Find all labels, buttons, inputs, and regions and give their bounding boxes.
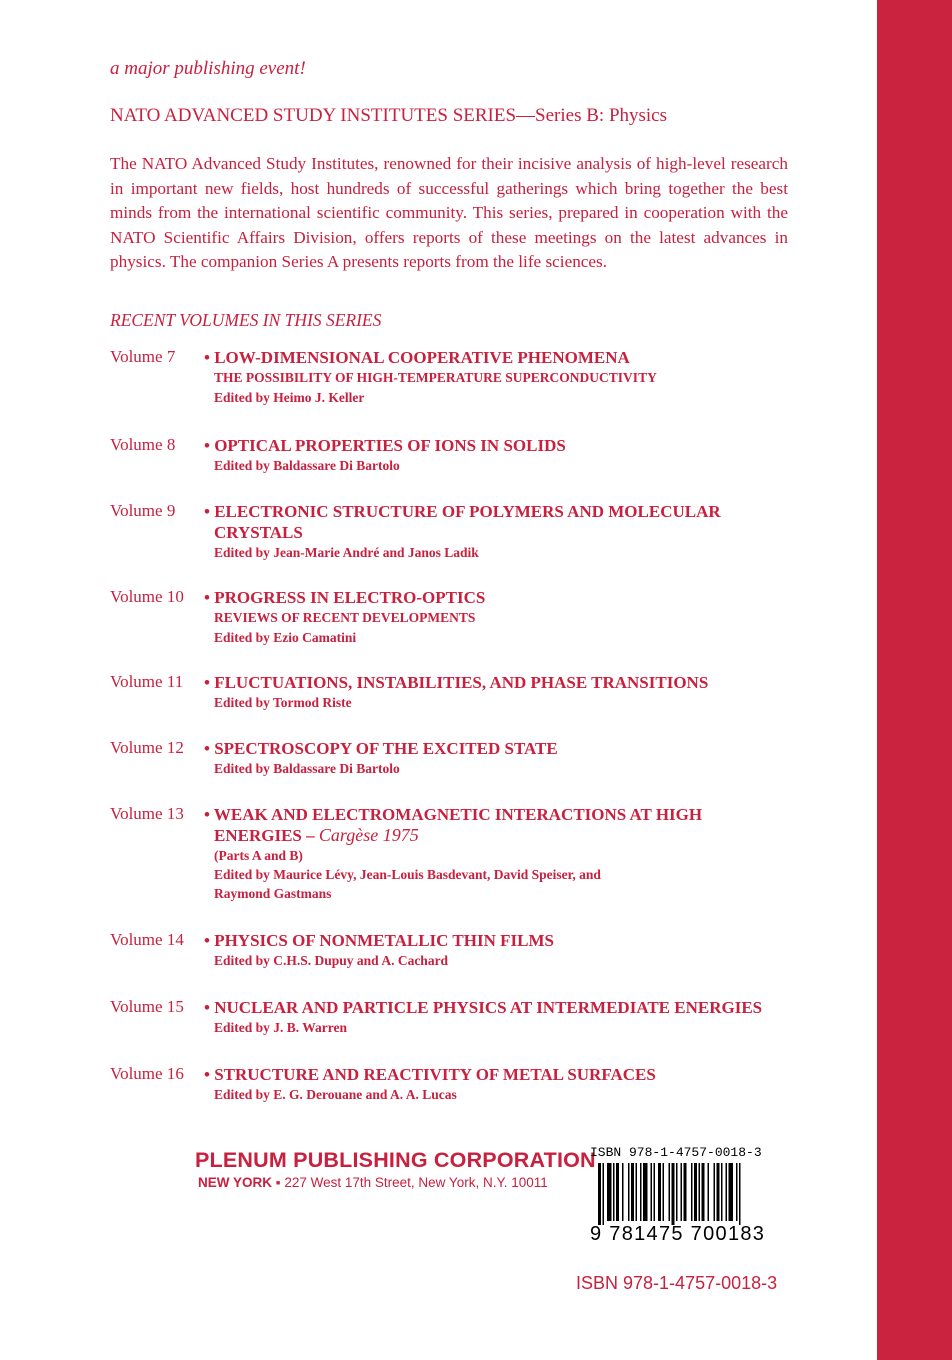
barcode-bar xyxy=(717,1163,720,1221)
barcode-bar xyxy=(636,1163,638,1221)
volume-subtitle: (Parts A and B) xyxy=(214,848,303,863)
barcode-bar xyxy=(643,1163,648,1221)
barcode-bar xyxy=(672,1163,675,1225)
isbn-label: ISBN 978-1-4757-0018-3 xyxy=(576,1273,778,1293)
volume-editors: Edited by J. B. Warren xyxy=(214,1020,348,1035)
barcode-bar xyxy=(694,1163,697,1221)
volume-title: ELECTRONIC STRUCTURE OF POLYMERS AND MOLECULAR CRYSTALS xyxy=(214,502,721,542)
barcode-bar xyxy=(598,1163,601,1225)
bullet-icon: • xyxy=(204,805,210,824)
series-title: NATO ADVANCED STUDY INSTITUTES SERIES—Series B: Physics xyxy=(110,105,668,126)
bullet-icon: • xyxy=(204,931,210,950)
volume-label: Volume 8 xyxy=(110,435,176,454)
volume-editors: Edited by Baldassare Di Bartolo xyxy=(214,458,400,473)
barcode-bar xyxy=(603,1163,605,1225)
barcode xyxy=(590,1145,802,1263)
volume-title: STRUCTURE AND REACTIVITY OF METAL SURFACES xyxy=(214,1065,656,1084)
barcode-bar xyxy=(676,1163,678,1221)
publisher-city: NEW YORK xyxy=(198,1175,273,1190)
barcode-bar xyxy=(607,1163,612,1221)
volume-title: PROGRESS IN ELECTRO-OPTICS xyxy=(214,588,486,607)
barcode-bar xyxy=(708,1163,710,1221)
volume-label: Volume 16 xyxy=(110,1064,184,1083)
volume-label: Volume 10 xyxy=(110,587,184,606)
bullet-icon: • xyxy=(204,998,210,1017)
volume-label: Volume 9 xyxy=(110,501,176,520)
volume-subtitle: REVIEWS OF RECENT DEVELOPMENTS xyxy=(214,610,476,625)
bullet-icon: • xyxy=(204,348,210,367)
volume-editors: Edited by Jean-Marie André and Janos Ladik xyxy=(214,545,479,560)
publisher-address xyxy=(198,1175,548,1190)
volume-title: WEAK AND ELECTROMAGNETIC INTERACTIONS AT HIGH ENERGIES – xyxy=(213,805,703,845)
bullet-icon: • xyxy=(204,1065,210,1084)
volume-subtitle: THE POSSIBILITY OF HIGH-TEMPERATURE SUPERCONDUCTIVITY xyxy=(214,370,657,385)
barcode-digits: 9 781475 700183 xyxy=(590,1223,766,1245)
volume-label: Volume 7 xyxy=(110,347,176,366)
barcode-bar xyxy=(736,1163,738,1221)
barcode-bar xyxy=(613,1163,615,1221)
red-spine-strip xyxy=(877,0,952,1360)
volume-editors: Edited by E. G. Derouane and A. A. Lucas xyxy=(214,1087,457,1102)
volume-editors: Edited by Heimo J. Keller xyxy=(214,390,365,405)
volume-editors: Edited by Ezio Camatini xyxy=(214,630,357,645)
barcode-bar xyxy=(658,1163,661,1221)
volume-title: SPECTROSCOPY OF THE EXCITED STATE xyxy=(214,739,558,758)
barcode-bars xyxy=(590,1163,795,1225)
barcode-bar xyxy=(628,1163,630,1221)
barcode-isbn-text: ISBN 978-1-4757-0018-3 xyxy=(590,1145,762,1160)
barcode-bar xyxy=(640,1163,642,1221)
series-description: The NATO Advanced Study Institutes, renowned for their incisive analysis of high-level research in important new fields, host hundreds of successful gatherings which bring together the best minds from the international scientific community. This series, prepared in cooperation with the NATO Scientific Affairs Division, offers reports of these meetings on the latest advances in physics. The companion Series A presents reports from the life sciences. xyxy=(110,154,788,271)
publisher-name: PLENUM PUBLISHING CORPORATION xyxy=(195,1148,596,1172)
volume-editors: Edited by Baldassare Di Bartolo xyxy=(214,761,400,776)
barcode-bar xyxy=(714,1163,716,1221)
barcode-bar xyxy=(651,1163,653,1221)
volume-title: PHYSICS OF NONMETALLIC THIN FILMS xyxy=(214,931,554,950)
volume-title: OPTICAL PROPERTIES OF IONS IN SOLIDS xyxy=(214,436,566,455)
barcode-bar xyxy=(616,1163,619,1221)
volume-label: Volume 11 xyxy=(110,672,184,691)
bullet-icon: • xyxy=(204,502,210,521)
barcode-bar xyxy=(739,1163,741,1225)
volume-title: FLUCTUATIONS, INSTABILITIES, AND PHASE TRANSITIONS xyxy=(214,673,709,692)
barcode-bar xyxy=(663,1163,665,1221)
barcode-bar xyxy=(622,1163,624,1221)
bullet-icon: • xyxy=(204,436,210,455)
volume-editors: Edited by C.H.S. Dupuy and A. Cachard xyxy=(214,953,449,968)
volume-label: Volume 15 xyxy=(110,997,184,1016)
barcode-bar xyxy=(681,1163,683,1221)
volume-label: Volume 12 xyxy=(110,738,184,757)
barcode-bar xyxy=(631,1163,634,1221)
barcode-bar xyxy=(702,1163,705,1221)
barcode-bar xyxy=(699,1163,701,1221)
barcode-bar xyxy=(726,1163,728,1221)
barcode-bar xyxy=(684,1163,687,1221)
volume-label: Volume 14 xyxy=(110,930,184,949)
volume-label: Volume 13 xyxy=(110,804,184,823)
barcode-bar xyxy=(654,1163,656,1221)
barcode-bar xyxy=(729,1163,734,1221)
barcode-bar xyxy=(721,1163,723,1221)
volume-title: NUCLEAR AND PARTICLE PHYSICS AT INTERMEDIATE ENERGIES xyxy=(214,998,763,1017)
volume-title-tag: Cargèse 1975 xyxy=(318,825,419,845)
barcode-bar xyxy=(669,1163,671,1221)
bullet-icon: • xyxy=(204,588,210,607)
volume-title: LOW-DIMENSIONAL COOPERATIVE PHENOMENA xyxy=(214,348,630,367)
volume-editors: Edited by Tormod Riste xyxy=(214,695,352,710)
barcode-bar xyxy=(691,1163,693,1221)
square-bullet-icon: ▪ xyxy=(275,1175,281,1190)
bullet-icon: • xyxy=(204,739,210,758)
tagline: a major publishing event! xyxy=(110,58,306,79)
bullet-icon: • xyxy=(204,673,210,692)
volume-editors: Edited by Maurice Lévy, Jean-Louis Basdevant, David Speiser, and Raymond Gastmans xyxy=(214,867,601,901)
recent-volumes-heading: RECENT VOLUMES IN THIS SERIES xyxy=(110,310,382,330)
publisher-street: 227 West 17th Street, New York, N.Y. 10011 xyxy=(284,1175,548,1190)
